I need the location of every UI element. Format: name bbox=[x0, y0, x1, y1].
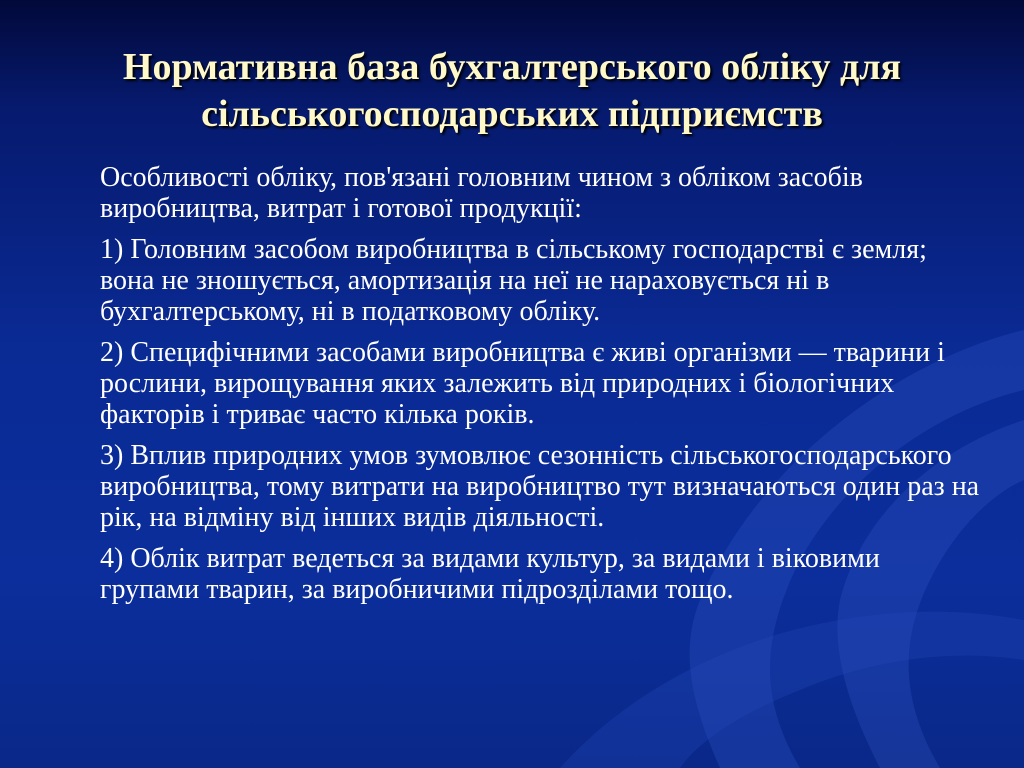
intro-paragraph: Особливості обліку, пов'язані головним чином з обліком засобів виробництва, витрат і готової продукції: bbox=[100, 162, 863, 224]
point-4: 4) Облік витрат ведеться за видами культур, за видами і віковими групами тварин, за виробничими підрозділами тощо. bbox=[100, 543, 880, 605]
slide-body bbox=[100, 162, 980, 615]
point-2: 2) Специфічними засобами виробництва є живі організми — тварини і рослини, вирощування яких залежить від природних і біологічних факторів і триває часто кілька років. bbox=[100, 337, 945, 430]
point-3: 3) Вплив природних умов зумовлює сезонність сільськогосподарського виробництва, тому витрати на виробництво тут визначаються один раз на рік, на відміну від інших видів діяльності. bbox=[100, 440, 980, 533]
slide-title: Нормативна база бухгалтерського обліку для сільськогосподарських підприємств bbox=[122, 46, 902, 135]
point-1: 1) Головним засобом виробництва в сільському господарстві є земля; вона не зношується, амортизація на неї не нараховується ні в бухгалтерському, ні в податковому обліку. bbox=[100, 234, 927, 327]
